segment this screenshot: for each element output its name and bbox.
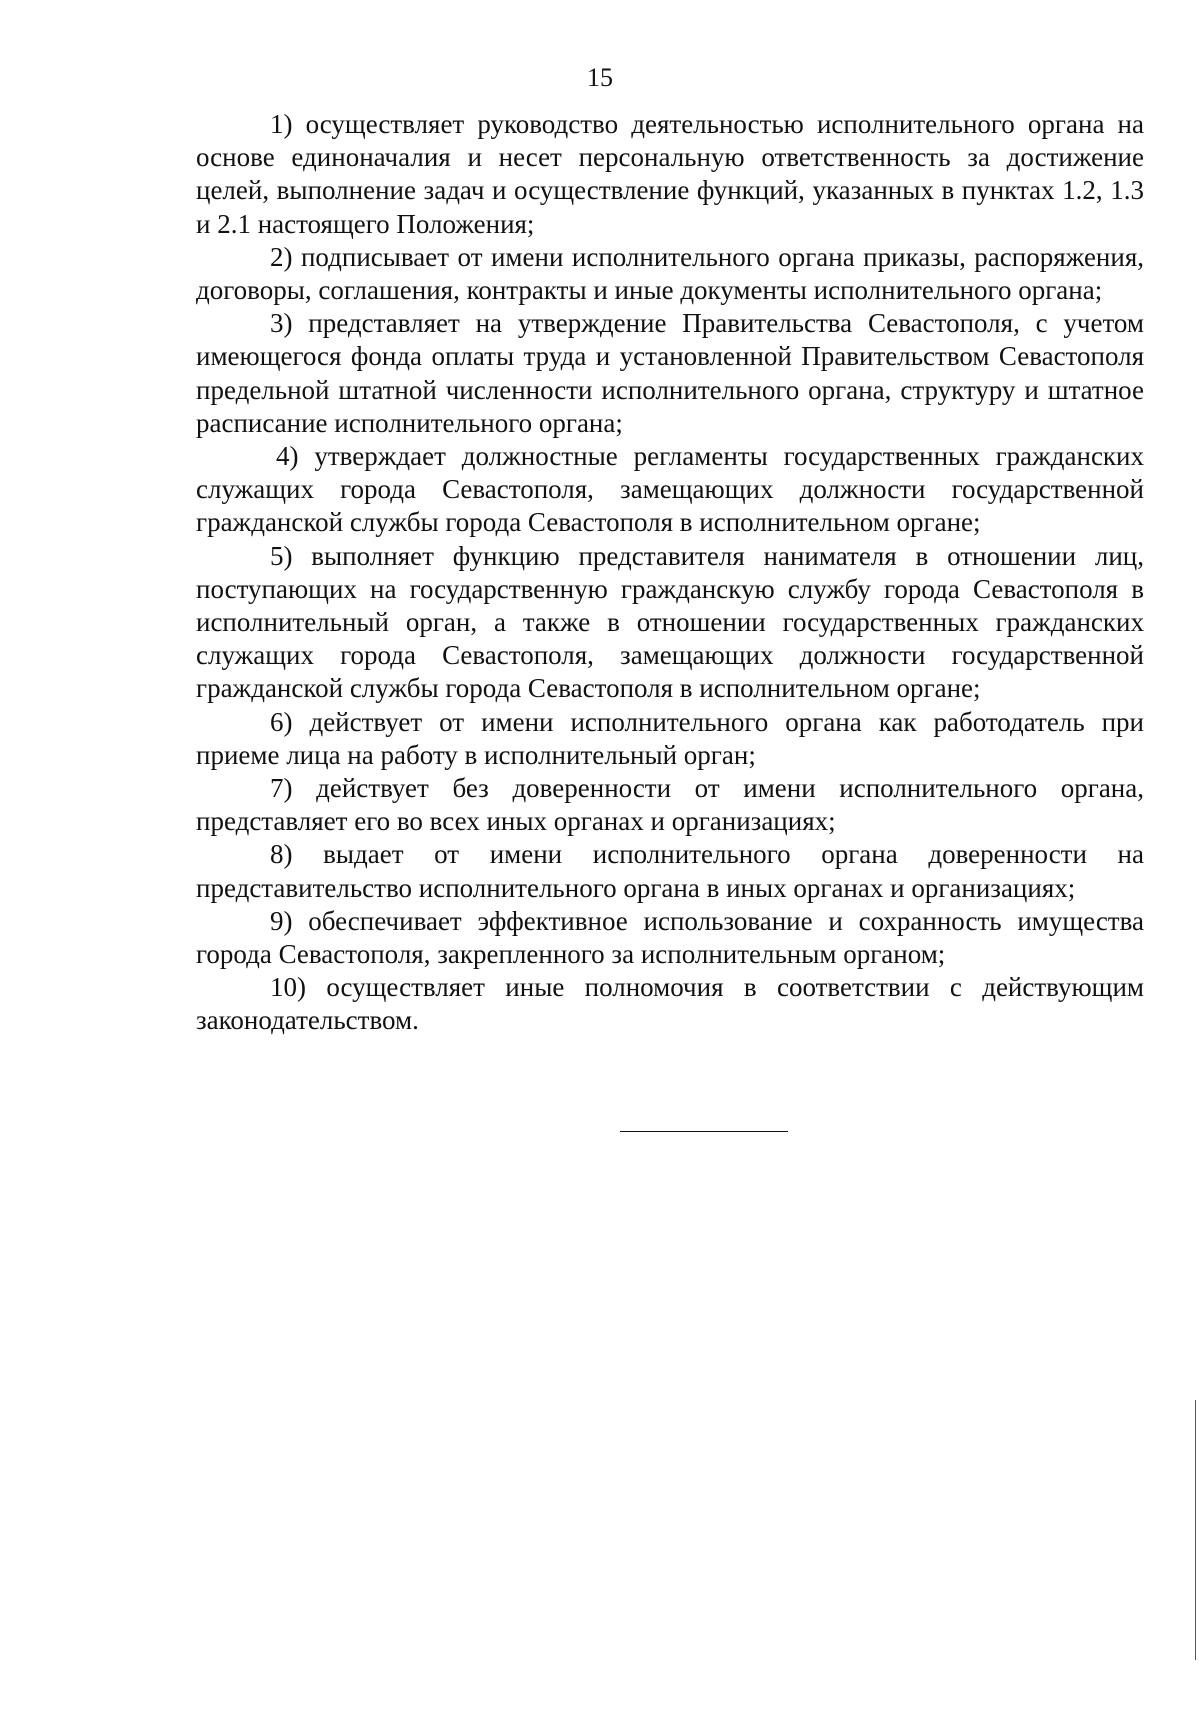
- paragraph-3: 3) представляет на утверждение Правительства Севастополя, с учетом имеющегося фонда оплаты труда и установленной Правительством Севастополя предельной штатной численности исполнительного органа, структуру и штатное расписание исполнительного органа;: [196, 308, 1144, 438]
- paragraph-7: 7) действует без доверенности от имени исполнительного органа, представляет его во всех иных органах и организациях;: [196, 773, 1144, 837]
- page-number: 15: [587, 63, 613, 92]
- scan-edge-mark: [1195, 1400, 1196, 1660]
- paragraph-6: 6) действует от имени исполнительного органа как работодатель при приеме лица на работу в исполнительный орган;: [196, 706, 1144, 770]
- document-body: [196, 108, 1144, 1038]
- paragraph-9: 9) обеспечивает эффективное использование и сохранность имущества города Севастополя, закрепленного за исполнительным органом;: [196, 905, 1144, 970]
- paragraph-2: 2) подписывает от имени исполнительного органа приказы, распоряжения, договоры, соглашения, контракты и иные документы исполнительного органа;: [196, 241, 1144, 306]
- paragraph-4: 4) утверждает должностные регламенты государственных гражданских служащих города Севастополя, замещающих должности государственной гражданской службы города Севастополя в исполнительном органе;: [196, 441, 1144, 538]
- paragraph-1: 1) осуществляет руководство деятельностью исполнительного органа на основе единоначалия и несет персональную ответственность за достижение целей, выполнение задач и осуществление функций, указанных в пунктах 1.2, 1.3 и 2.1 настоящего Положения;: [196, 109, 1144, 239]
- paragraph-5: 5) выполняет функцию представителя нанимателя в отношении лиц, поступающих на государственную гражданскую службу города Севастополя в исполнительный орган, а также в отношении государственных гражданских служащих города Севастополя, замещающих должности государственной гражданской службы города Севастополя в исполнительном органе;: [196, 540, 1144, 704]
- end-of-document-line: [620, 1131, 788, 1132]
- paragraph-10: 10) осуществляет иные полномочия в соответствии с действующим законодательством.: [196, 972, 1144, 1036]
- paragraph-8: 8) выдает от имени исполнительного органа доверенности на представительство исполнительного органа в иных органах и организациях;: [196, 839, 1144, 903]
